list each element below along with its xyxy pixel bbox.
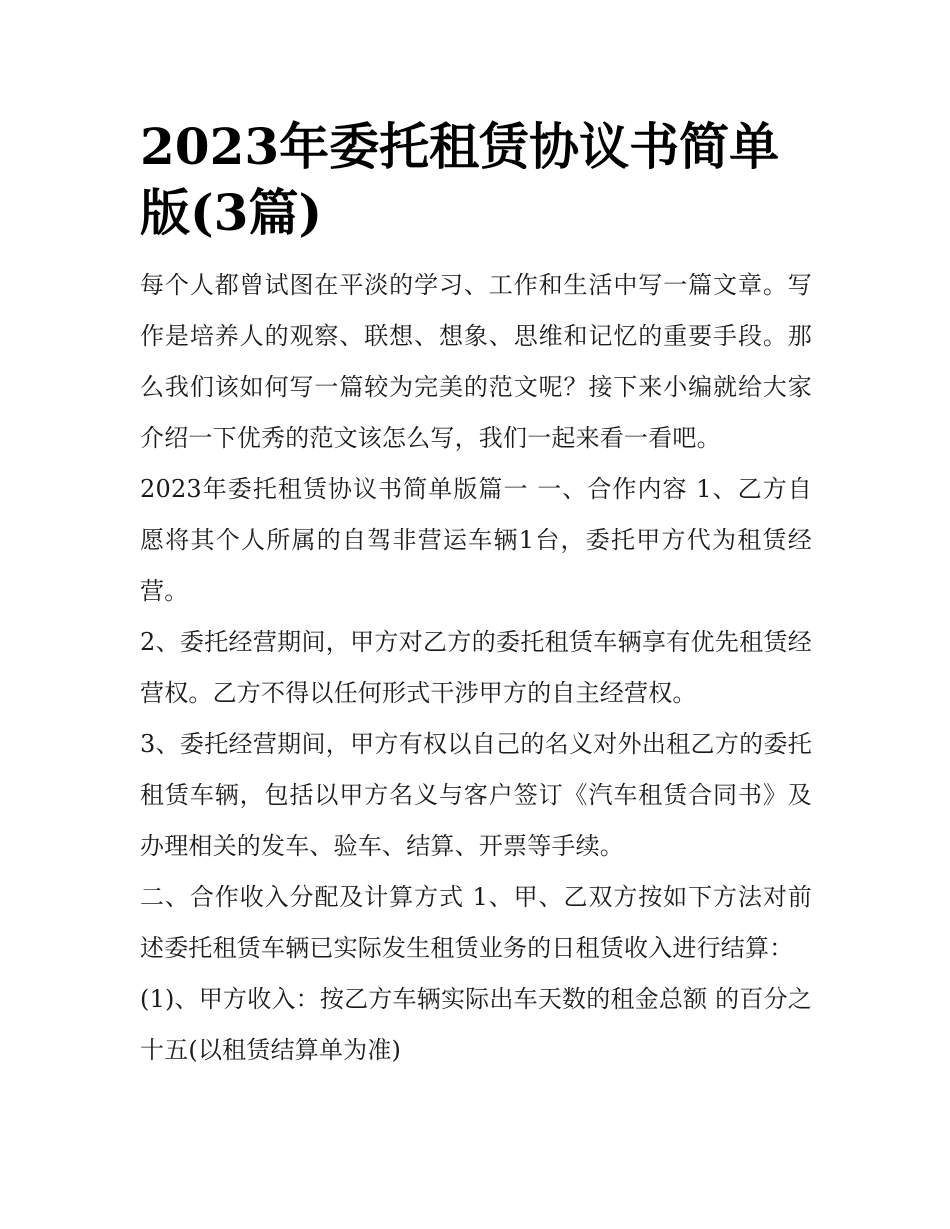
document-title: 2023年委托租赁协议书简单版(3篇)	[140, 117, 780, 242]
paragraph-intro: 每个人都曾试图在平淡的学习、工作和生活中写一篇文章。写作是培养人的观察、联想、想象、思维和记忆的重要手段。那么我们该如何写一篇较为完美的范文呢？接下来小编就给大家介绍一下优秀的范文该怎么写，我们一起来看一看吧。	[140, 271, 812, 452]
paragraph-cooperation-content: 2023年委托租赁协议书简单版篇一 一、合作内容 1、乙方自愿将其个人所属的自驾非营运车辆1台，委托甲方代为租赁经营。	[140, 475, 812, 605]
document-body	[140, 260, 812, 1076]
paragraph-revenue-distribution: 二、合作收入分配及计算方式 1、甲、乙双方按如下方法对前述委托租赁车辆已实际发生租赁业务的日租赁收入进行结算：	[140, 883, 812, 962]
paragraph-party-a-income: (1)、甲方收入：按乙方车辆实际出车天数的租金总额 的百分之十五(以租赁结算单为准)	[140, 985, 812, 1064]
paragraph-clause-2: 2、委托经营期间，甲方对乙方的委托租赁车辆享有优先租赁经营权。乙方不得以任何形式干涉甲方的自主经营权。	[140, 628, 812, 707]
paragraph-clause-3: 3、委托经营期间，甲方有权以自己的名义对外出租乙方的委托租赁车辆，包括以甲方名义与客户签订《汽车租赁合同书》及办理相关的发车、验车、结算、开票等手续。	[140, 730, 812, 860]
document-page	[140, 114, 812, 1076]
